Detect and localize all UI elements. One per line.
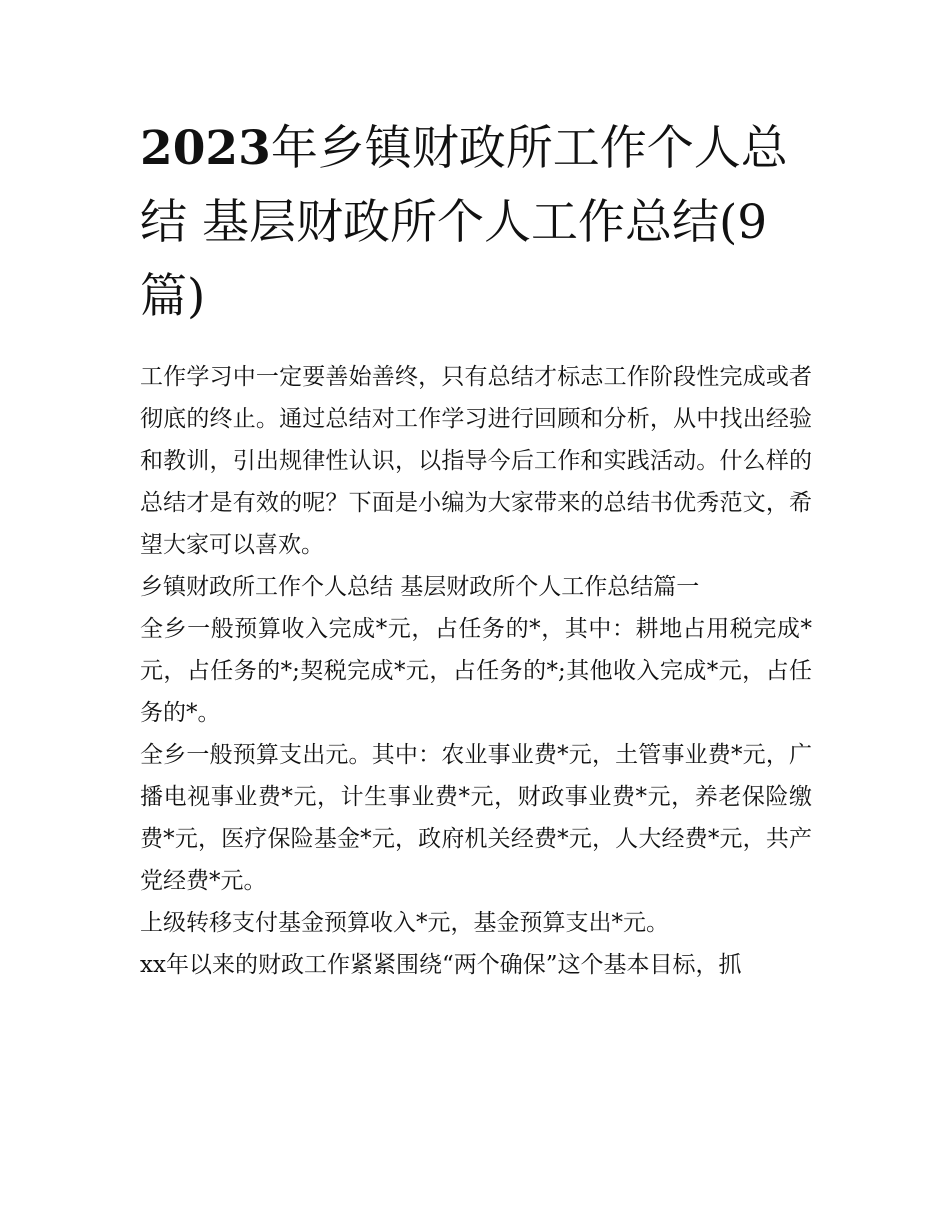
revenue-paragraph: 全乡一般预算收入完成*元，占任务的*，其中：耕地占用税完成*元，占任务的*;契税完成*元，占任务的*;其他收入完成*元，占任务的*。 <box>140 616 812 726</box>
transfer-paragraph: 上级转移支付基金预算收入*元，基金预算支出*元。 <box>140 910 669 936</box>
title-text: 年乡镇财政所工作个人总结 基层财政所个人工作总结(9篇) <box>140 121 788 324</box>
document-title <box>140 112 812 334</box>
document-page <box>140 112 812 986</box>
title-year: 2023 <box>140 121 271 176</box>
work-paragraph: xx年以来的财政工作紧紧围绕“两个确保”这个基本目标，抓 <box>140 952 742 978</box>
section-heading: 乡镇财政所工作个人总结 基层财政所个人工作总结篇一 <box>140 574 700 600</box>
expenditure-paragraph: 全乡一般预算支出元。其中：农业事业费*元，土管事业费*元，广播电视事业费*元，计生事业费*元，财政事业费*元，养老保险缴费*元，医疗保险基金*元，政府机关经费*元，人大经费*元，共产党经费*元。 <box>140 742 812 894</box>
intro-paragraph: 工作学习中一定要善始善终，只有总结才标志工作阶段性完成或者彻底的终止。通过总结对工作学习进行回顾和分析，从中找出经验和教训，引出规律性认识，以指导今后工作和实践活动。什么样的总结才是有效的呢？下面是小编为大家带来的总结书优秀范文，希望大家可以喜欢。 <box>140 364 812 558</box>
document-body <box>140 356 812 986</box>
